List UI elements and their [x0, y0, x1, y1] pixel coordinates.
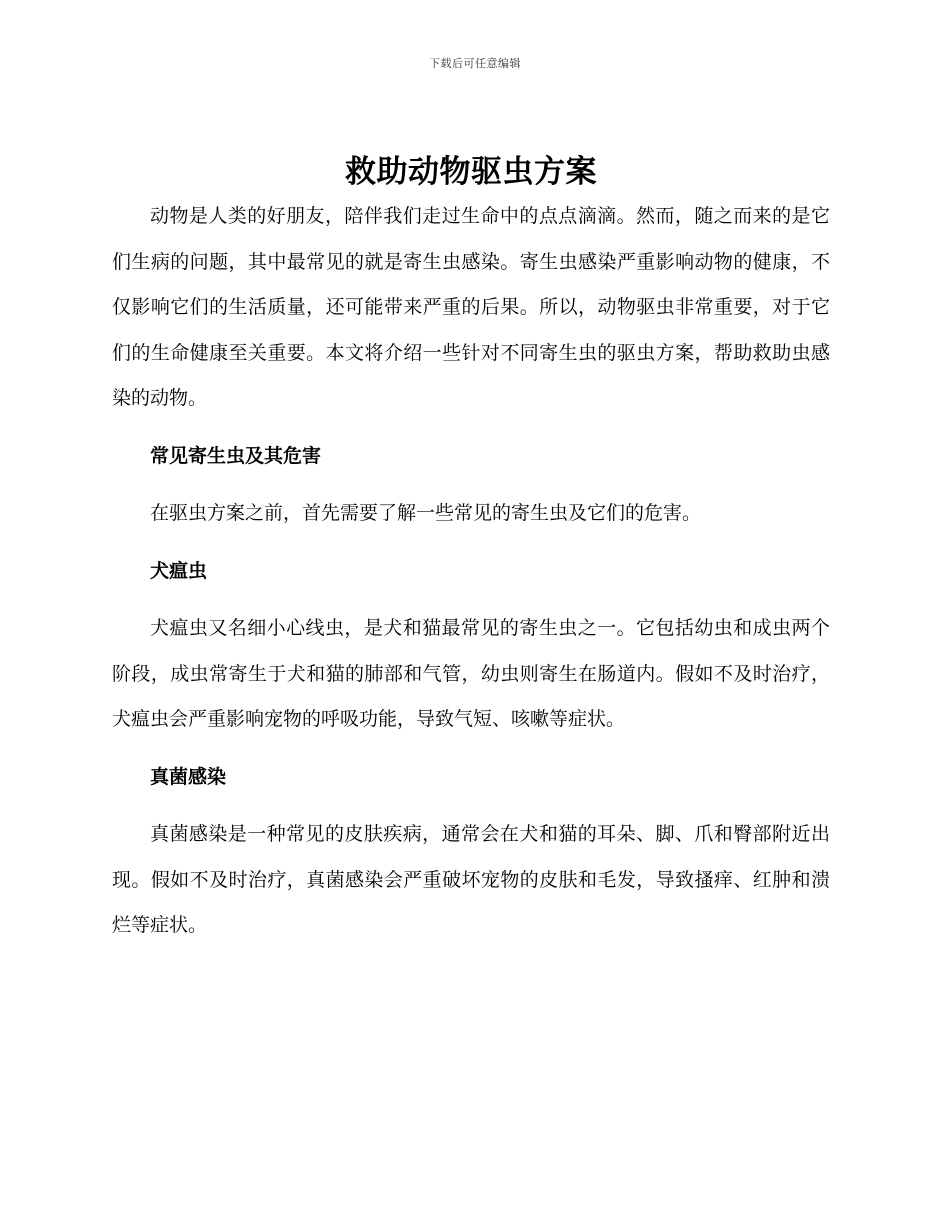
- intro-paragraph: 动物是人类的好朋友，陪伴我们走过生命中的点点滴滴。然而，随之而来的是它们生病的问题，其中最常见的就是寄生虫感染。寄生虫感染严重影响动物的健康，不仅影响它们的生活质量，还可能带来严重的后果。所以，动物驱虫非常重要，对于它们的生命健康至关重要。本文将介绍一些针对不同寄生虫的驱虫方案，帮助救助虫感染的动物。: [112, 205, 830, 409]
- section-body-heartworm: 犬瘟虫又名细小心线虫，是犬和猫最常见的寄生虫之一。它包括幼虫和成虫两个阶段，成虫常寄生于犬和猫的肺部和气管，幼虫则寄生在肠道内。假如不及时治疗，犬瘟虫会严重影响宠物的呼吸功能，导致气短、咳嗽等症状。: [112, 617, 830, 730]
- section-heading-common-parasites: 常见寄生虫及其危害: [150, 444, 322, 467]
- section-body-fungal-infection: 真菌感染是一种常见的皮肤疾病，通常会在犬和猫的耳朵、脚、爪和臀部附近出现。假如不及时治疗，真菌感染会严重破坏宠物的皮肤和毛发，导致搔痒、红肿和溃烂等症状。: [112, 823, 830, 936]
- section-heading-fungal-infection: 真菌感染: [150, 765, 227, 788]
- document-title: 救助动物驱虫方案: [345, 154, 597, 190]
- document-body: [112, 150, 830, 949]
- section-body-common-parasites: 在驱虫方案之前，首先需要了解一些常见的寄生虫及它们的危害。: [150, 502, 702, 524]
- section-heading-heartworm: 犬瘟虫: [150, 559, 208, 582]
- header-note: 下载后可任意编辑: [429, 57, 521, 70]
